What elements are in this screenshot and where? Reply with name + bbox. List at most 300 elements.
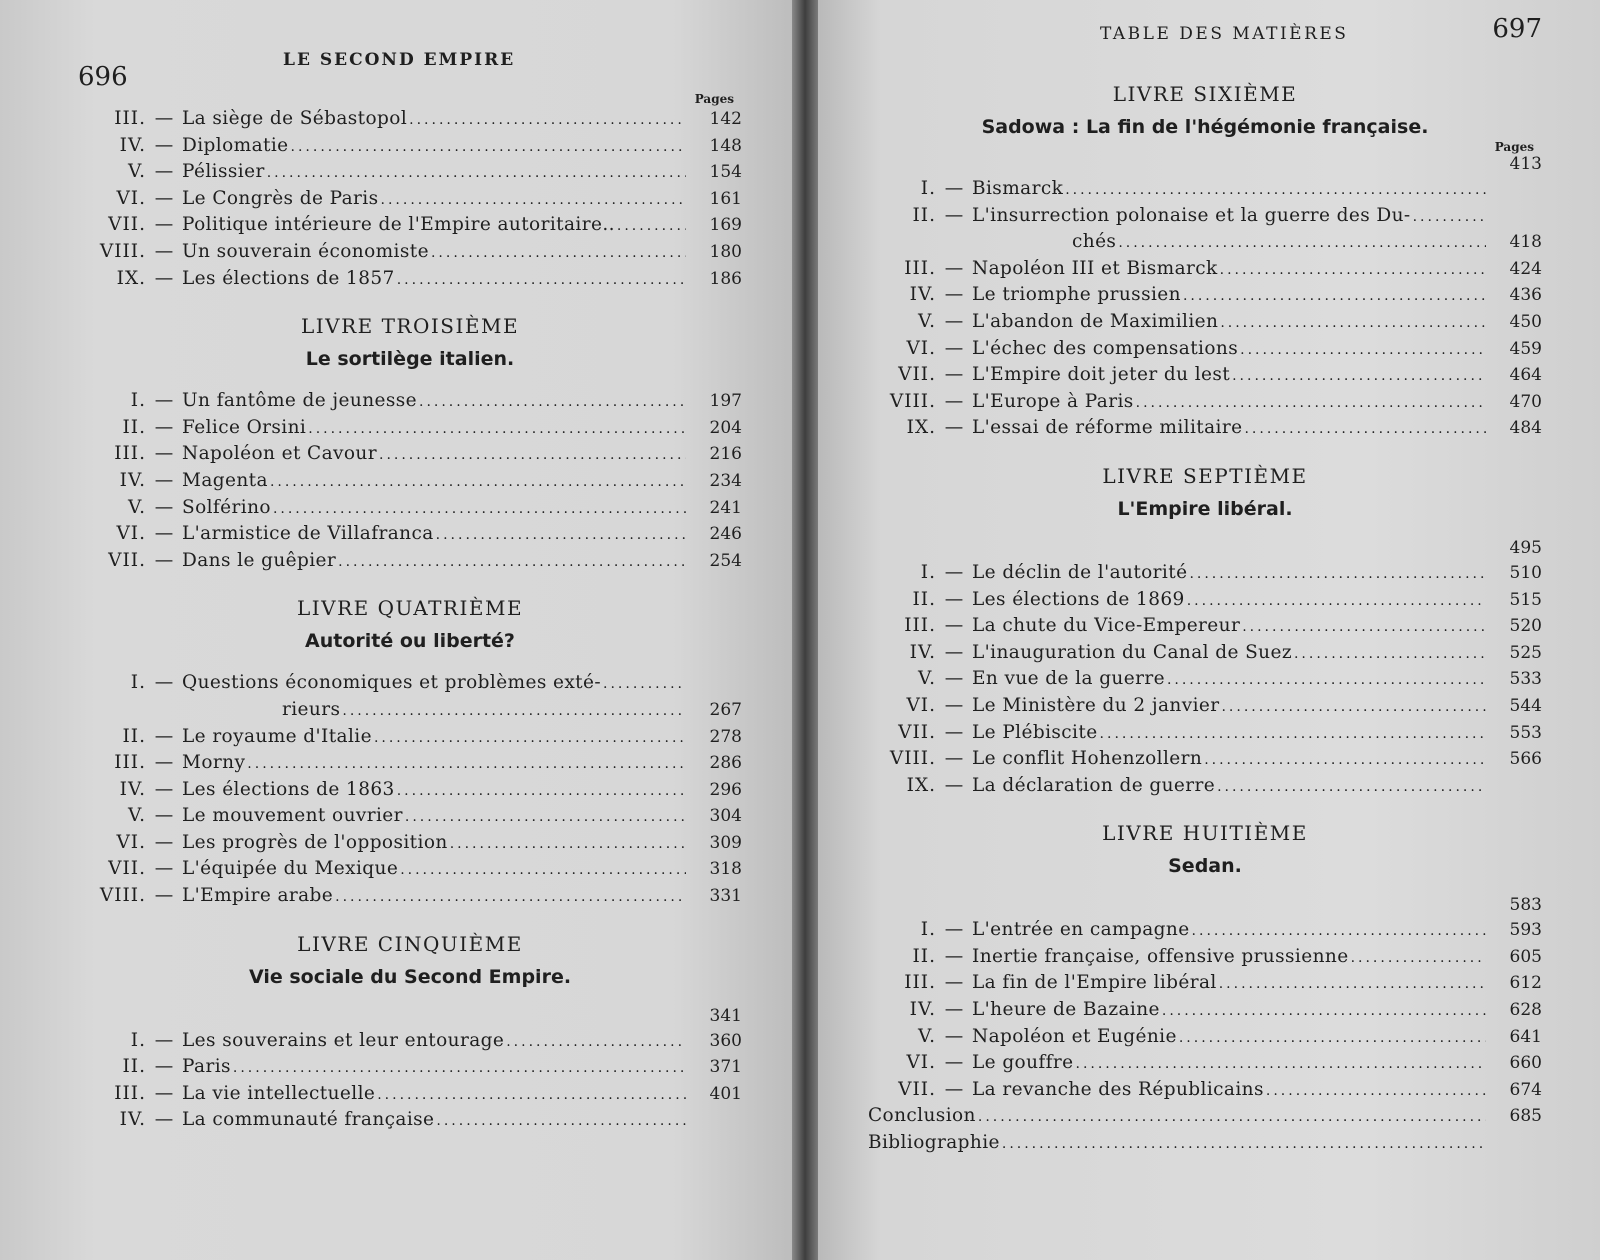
entry-dash: — <box>944 390 964 412</box>
toc-entry <box>78 803 742 830</box>
toc-entry <box>78 750 742 777</box>
dot-leader <box>1160 998 1486 1025</box>
pages-label: Pages <box>694 92 734 106</box>
entry-page-number: 605 <box>1509 946 1542 967</box>
chapter-number: VII. <box>108 214 146 236</box>
toc-entry <box>868 917 1542 944</box>
entry-title: Politique intérieure de l'Empire autoritaire.. <box>182 214 615 236</box>
dot-leader <box>379 187 686 214</box>
entry-title: Magenta <box>182 469 268 491</box>
entry-title: Un souverain économiste <box>182 240 429 262</box>
entry-title: Le Ministère du 2 janvier <box>972 694 1220 716</box>
entry-title: L'inauguration du Canal de Suez <box>972 641 1292 663</box>
book-heading: LIVRE HUITIÈME <box>1102 821 1308 846</box>
toc-entry <box>868 1024 1542 1051</box>
chapter-number: VII. <box>898 364 936 386</box>
entry-page-number: 204 <box>709 417 742 438</box>
book-subtitle: Autorité ou liberté? <box>305 630 515 653</box>
entry-page-number: 304 <box>709 806 742 827</box>
toc-entry <box>78 697 742 724</box>
book-subtitle: Sedan. <box>1168 855 1242 878</box>
entry-dash: — <box>154 267 174 289</box>
dot-leader <box>271 496 686 523</box>
toc-entry <box>78 212 742 239</box>
chapter-number: VIII. <box>99 240 146 262</box>
entry-title: Morny <box>182 752 246 774</box>
toc-list <box>868 140 1542 176</box>
entry-title: Napoléon et Cavour <box>182 443 377 465</box>
toc-entry <box>868 944 1542 971</box>
entry-title: L'insurrection polonaise et la guerre des Du- <box>972 204 1411 226</box>
page-number: 697 <box>1492 14 1542 44</box>
entry-dash: — <box>944 774 964 796</box>
dot-leader <box>1349 945 1486 972</box>
toc-entry <box>78 521 742 548</box>
toc-entry <box>78 1107 742 1134</box>
toc-entry <box>78 133 742 160</box>
toc-entry <box>78 106 742 133</box>
dot-leader <box>1165 667 1486 694</box>
dot-leader <box>340 698 686 725</box>
dot-leader <box>1215 774 1486 801</box>
entry-page-number: 464 <box>1509 365 1542 386</box>
toc-entry <box>868 1050 1542 1077</box>
entry-page-number: 418 <box>1509 232 1542 253</box>
toc-entry <box>868 746 1542 773</box>
entry-page-number: 161 <box>709 188 742 209</box>
entry-page-number: 286 <box>709 753 742 774</box>
toc-entry <box>78 468 742 495</box>
right-running-head <box>868 14 1542 60</box>
toc-entry <box>78 777 742 804</box>
book-subtitle: L'Empire libéral. <box>1117 497 1293 520</box>
chapter-number: II. <box>122 1056 146 1078</box>
entry-dash: — <box>154 108 174 129</box>
dot-leader <box>615 213 686 240</box>
entry-dash: — <box>154 831 174 853</box>
toc-entry <box>78 388 742 415</box>
chapter-number: V. <box>127 496 146 518</box>
entry-page-number: 197 <box>709 391 742 412</box>
chapter-number: I. <box>920 561 936 583</box>
entry-page-number: 544 <box>1509 695 1542 716</box>
running-title: TABLE DES MATIÈRES <box>1100 24 1349 44</box>
toc-list <box>868 917 1542 1103</box>
dot-leader <box>1187 561 1486 588</box>
entry-title: Bibliographie <box>868 1132 1000 1154</box>
entry-dash: — <box>154 496 174 518</box>
chapter-number: V. <box>917 1025 936 1047</box>
entry-dash: — <box>944 641 964 663</box>
entry-dash: — <box>944 257 964 279</box>
dot-leader <box>1134 390 1486 417</box>
entry-dash: — <box>944 284 964 306</box>
entry-page-number: 612 <box>1509 973 1542 994</box>
dot-leader <box>245 751 686 778</box>
entry-dash: — <box>944 204 964 226</box>
chapter-number: I. <box>920 178 936 199</box>
entry-page-number: 309 <box>709 832 742 853</box>
entry-page-number: 520 <box>1509 616 1542 637</box>
entry-dash: — <box>154 725 174 747</box>
book-heading: LIVRE SEPTIÈME <box>1102 463 1308 488</box>
entry-page-number: 510 <box>1509 562 1542 583</box>
dot-leader <box>398 857 686 884</box>
chapter-number: VII. <box>108 549 146 571</box>
entry-page-number: 533 <box>1509 669 1542 690</box>
chapter-number: III. <box>904 972 936 994</box>
entry-title: La déclaration de guerre <box>972 774 1216 796</box>
toc-entry <box>78 1081 742 1108</box>
entry-dash: — <box>944 588 964 610</box>
dot-leader <box>1218 310 1486 337</box>
entry-title: L'échec des compensations <box>972 337 1239 359</box>
entry-page-number: 593 <box>1509 920 1542 941</box>
entry-page-number: 246 <box>709 524 742 545</box>
entry-title: L'abandon de Maximilien <box>972 310 1219 332</box>
entry-title: Un fantôme de jeunesse <box>182 390 417 412</box>
dot-leader <box>1218 257 1486 284</box>
chapter-number: VI. <box>116 831 146 853</box>
dot-leader <box>395 267 686 294</box>
entry-page-number: 254 <box>709 550 742 571</box>
entry-title: Les élections de 1869 <box>972 588 1185 610</box>
entry-dash: — <box>154 390 174 412</box>
chapter-number: VI. <box>906 337 936 359</box>
entry-page-number: 685 <box>1509 1106 1542 1127</box>
dot-leader <box>395 778 686 805</box>
toc-entry <box>868 560 1542 587</box>
entry-page-number: 459 <box>1509 338 1542 359</box>
entry-page-number: 180 <box>709 241 742 262</box>
entry-page-number: 484 <box>1509 418 1542 439</box>
entry-dash: — <box>944 668 964 690</box>
dot-leader <box>403 804 686 831</box>
toc-list <box>78 1028 742 1134</box>
toc-entry <box>868 997 1542 1024</box>
entry-title: La siège de Sébastopol <box>182 108 408 129</box>
entry-page-number: 318 <box>709 859 742 880</box>
dot-leader <box>1074 1051 1487 1078</box>
toc-entry <box>868 640 1542 667</box>
dot-leader <box>1190 918 1486 945</box>
entry-page-number: 296 <box>709 779 742 800</box>
book-heading: LIVRE CINQUIÈME <box>297 931 523 956</box>
dot-leader <box>306 416 686 443</box>
entry-dash: — <box>154 187 174 209</box>
dot-leader <box>1063 177 1486 204</box>
dot-leader <box>1230 363 1486 390</box>
entry-page-number: 566 <box>1509 749 1542 770</box>
toc-entry <box>78 441 742 468</box>
entry-dash: — <box>944 337 964 359</box>
entry-page-number: 660 <box>1509 1053 1542 1074</box>
entry-dash: — <box>154 161 174 183</box>
lead-page-number: 413 <box>1509 154 1542 174</box>
entry-page-number: 148 <box>709 135 742 156</box>
dot-leader <box>265 160 686 187</box>
entry-title: Conclusion <box>868 1105 976 1127</box>
left-running-head <box>78 40 742 92</box>
lead-page-number: 495 <box>1509 537 1542 558</box>
toc-entry <box>78 856 742 883</box>
entry-dash: — <box>944 721 964 743</box>
toc-entry <box>78 159 742 186</box>
entry-dash: — <box>944 1025 964 1047</box>
entry-dash: — <box>944 310 964 332</box>
dot-leader <box>1098 721 1486 748</box>
chapter-number: VIII. <box>99 885 146 907</box>
back-matter-entry <box>868 1103 1542 1130</box>
entry-dash: — <box>944 748 964 770</box>
entry-page-number: 525 <box>1509 642 1542 663</box>
toc-entry <box>868 203 1542 230</box>
chapter-number: VI. <box>116 523 146 545</box>
entry-page-number: 331 <box>709 886 742 907</box>
book-heading: LIVRE QUATRIÈME <box>296 596 524 621</box>
entry-dash: — <box>154 1109 174 1131</box>
dot-leader <box>333 884 686 911</box>
chapter-number: VI. <box>906 694 936 716</box>
book-gutter <box>792 0 818 1260</box>
entry-title: Napoléon III et Bismarck <box>972 257 1218 279</box>
dot-leader <box>1202 747 1486 774</box>
chapter-number: III. <box>904 615 936 637</box>
dot-leader <box>1240 614 1486 641</box>
entry-dash: — <box>944 919 964 941</box>
dot-leader <box>1292 641 1486 668</box>
chapter-number: IV. <box>119 1109 146 1131</box>
page-number: 696 <box>78 62 128 92</box>
entry-dash: — <box>944 561 964 583</box>
entry-dash: — <box>944 972 964 994</box>
chapter-number: VII. <box>898 1078 936 1100</box>
dot-leader <box>289 134 686 161</box>
entry-dash: — <box>154 214 174 236</box>
chapter-number: IV. <box>119 778 146 800</box>
toc-entry <box>868 613 1542 640</box>
dot-leader <box>1238 337 1486 364</box>
toc-list <box>78 1006 742 1028</box>
toc-entry <box>868 1077 1542 1104</box>
chapter-number: II. <box>912 204 936 226</box>
toc-list <box>868 895 1542 917</box>
chapter-number: I. <box>920 919 936 941</box>
dot-leader <box>448 831 686 858</box>
toc-entry <box>78 1028 742 1055</box>
entry-page-number: 267 <box>709 699 742 720</box>
entry-dash: — <box>154 549 174 571</box>
entry-page-number: 169 <box>709 215 742 236</box>
toc-entry <box>868 389 1542 416</box>
entry-title: Pélissier <box>182 161 265 183</box>
book-heading: LIVRE SIXIÈME <box>1112 82 1298 106</box>
entry-page-number: 450 <box>1509 311 1542 332</box>
dot-leader <box>268 469 686 496</box>
chapter-number: IX. <box>906 774 936 796</box>
entry-title: Dans le guêpier <box>182 549 337 571</box>
dot-leader <box>504 1029 686 1056</box>
dot-leader <box>1219 694 1486 721</box>
entry-dash: — <box>944 364 964 386</box>
entry-page-number: 234 <box>709 470 742 491</box>
toc-entry <box>868 720 1542 747</box>
chapter-number: II. <box>122 725 146 747</box>
entry-page-number: 424 <box>1509 258 1542 279</box>
chapter-number: III. <box>114 443 146 465</box>
toc-entry <box>78 239 742 266</box>
entry-page-number: 371 <box>709 1057 742 1078</box>
entry-dash: — <box>154 134 174 156</box>
chapter-number: I. <box>130 672 146 694</box>
chapter-number: VIII. <box>889 748 936 770</box>
entry-dash: — <box>154 416 174 438</box>
back-matter-list <box>868 1103 1542 1156</box>
entry-dash: — <box>154 1056 174 1078</box>
chapter-number: III. <box>114 108 146 129</box>
entry-dash: — <box>944 178 964 199</box>
entry-title: Le déclin de l'autorité <box>972 561 1188 583</box>
book-heading: LIVRE TROISIÈME <box>300 314 520 339</box>
chapter-number: I. <box>130 1029 146 1051</box>
entry-dash: — <box>944 945 964 967</box>
chapter-number: IV. <box>909 284 936 306</box>
toc-entry <box>78 415 742 442</box>
dot-leader <box>375 1082 686 1109</box>
dot-leader <box>429 240 686 267</box>
toc-entry <box>868 309 1542 336</box>
chapter-number: III. <box>114 1082 146 1104</box>
entry-page-number: 641 <box>1509 1026 1542 1047</box>
toc-entry <box>868 587 1542 614</box>
toc-entry <box>868 773 1542 800</box>
entry-title: Le Congrès de Paris <box>182 187 379 209</box>
lead-page-number: 583 <box>1509 895 1542 916</box>
entry-title: L'essai de réforme militaire <box>972 417 1243 439</box>
dot-leader <box>1217 971 1486 998</box>
chapter-number: IV. <box>119 134 146 156</box>
book-subtitle: Vie sociale du Second Empire. <box>248 965 572 988</box>
entry-title: Les souverains et leur entourage <box>182 1029 505 1051</box>
dot-leader <box>1264 1078 1486 1105</box>
chapter-number: IV. <box>119 469 146 491</box>
entry-title: L'équipée du Mexique <box>182 858 399 880</box>
dot-leader <box>407 107 686 134</box>
entry-title: La revanche des Républicains <box>972 1078 1264 1100</box>
toc-entry <box>868 362 1542 389</box>
entry-dash: — <box>944 1052 964 1074</box>
dot-leader <box>417 389 686 416</box>
entry-page-number: 553 <box>1509 722 1542 743</box>
toc-entry <box>78 883 742 910</box>
entry-title: L'heure de Bazaine <box>972 999 1160 1021</box>
dot-leader <box>976 1104 1486 1131</box>
toc-entry <box>868 256 1542 283</box>
chapter-number: IV. <box>909 641 936 663</box>
entry-page-number: 154 <box>709 162 742 183</box>
dot-leader <box>601 671 686 698</box>
chapter-number: V. <box>917 310 936 332</box>
entry-page-number: 216 <box>709 444 742 465</box>
right-page <box>818 0 1600 1260</box>
entry-dash: — <box>154 1082 174 1104</box>
chapter-number: IV. <box>909 999 936 1021</box>
toc-list <box>78 670 742 909</box>
toc-entry <box>78 724 742 751</box>
entry-title: Diplomatie <box>182 134 289 156</box>
dot-leader <box>1411 204 1486 231</box>
entry-title: chés <box>1072 231 1117 253</box>
entry-page-number: 186 <box>709 268 742 289</box>
entry-dash: — <box>154 805 174 827</box>
entry-title: Le gouffre <box>972 1052 1074 1074</box>
chapter-number: III. <box>904 257 936 279</box>
entry-title: La communauté française <box>182 1109 435 1131</box>
entry-dash: — <box>944 1078 964 1100</box>
chapter-number: VII. <box>108 858 146 880</box>
chapter-number: VI. <box>116 187 146 209</box>
entry-dash: — <box>944 999 964 1021</box>
entry-title: La chute du Vice-Empereur <box>972 615 1241 637</box>
toc-entry <box>78 266 742 293</box>
entry-dash: — <box>944 694 964 716</box>
toc-entry <box>78 495 742 522</box>
entry-page-number: 436 <box>1509 285 1542 306</box>
entry-dash: — <box>154 443 174 465</box>
toc-entry <box>78 1054 742 1081</box>
toc-entry <box>78 670 742 697</box>
entry-page-number: 360 <box>709 1030 742 1051</box>
entry-title: L'armistice de Villafranca <box>182 523 434 545</box>
dot-leader <box>231 1055 686 1082</box>
pages-label: Pages <box>1494 140 1534 154</box>
entry-page-number: 241 <box>709 497 742 518</box>
entry-title: Le conflit Hohenzollern <box>972 748 1203 770</box>
dot-leader <box>1177 1025 1486 1052</box>
dot-leader <box>1000 1131 1486 1158</box>
dot-leader <box>336 549 686 576</box>
entry-title: Les élections de 1863 <box>182 778 395 800</box>
entry-title: Bismarck <box>972 178 1064 199</box>
chapter-number: II. <box>912 945 936 967</box>
chapter-number: III. <box>114 752 146 774</box>
entry-page-number: 401 <box>709 1083 742 1104</box>
entry-title: La vie intellectuelle <box>182 1082 376 1104</box>
entry-title: Napoléon et Eugénie <box>972 1025 1177 1047</box>
chapter-number: IX. <box>906 417 936 439</box>
entry-dash: — <box>154 1029 174 1051</box>
toc-entry <box>78 548 742 575</box>
book-subtitle: Sadowa : La fin de l'hégémonie française. <box>981 116 1429 138</box>
entry-title: Felice Orsini <box>182 416 307 438</box>
chapter-number: V. <box>917 668 936 690</box>
toc-list <box>78 106 742 292</box>
book-subtitle: Le sortilège italien. <box>305 348 515 371</box>
entry-title: Paris <box>182 1056 231 1078</box>
toc-list <box>868 176 1542 442</box>
entry-title: L'Empire doit jeter du lest <box>972 364 1231 386</box>
dot-leader <box>372 725 686 752</box>
entry-page-number: 278 <box>709 726 742 747</box>
toc-entry <box>78 830 742 857</box>
lead-page-number: 341 <box>709 1005 742 1026</box>
entry-title: En vue de la guerre <box>972 668 1165 690</box>
chapter-number: IX. <box>116 267 146 289</box>
chapter-number: II. <box>122 416 146 438</box>
entry-dash: — <box>154 752 174 774</box>
entry-dash: — <box>154 778 174 800</box>
entry-dash: — <box>944 417 964 439</box>
